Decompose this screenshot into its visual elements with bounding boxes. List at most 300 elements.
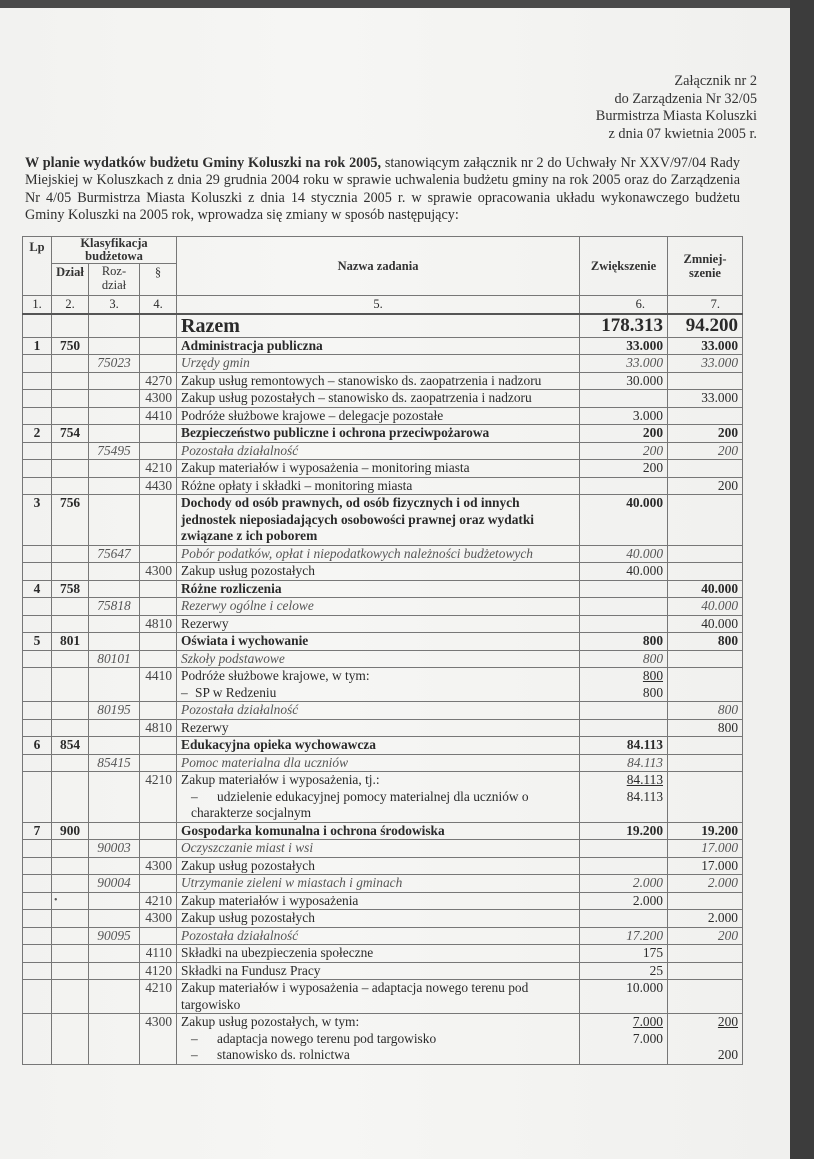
- table-row-par: [23, 962, 743, 980]
- annex-line: Załącznik nr 2: [674, 73, 757, 89]
- cell-zwiekszenie: 3.000: [580, 407, 668, 425]
- cell-nazwa: Różne opłaty i składki – monitoring miasta: [177, 477, 580, 495]
- cell-dzial: [52, 545, 89, 563]
- cell-paragraf: 4270: [140, 372, 177, 390]
- cell-zwiekszenie: 17.200: [580, 927, 668, 945]
- cell-lp: [23, 892, 52, 910]
- cell-paragraf: 4810: [140, 615, 177, 633]
- cell-zwiekszenie: 40.000: [580, 563, 668, 581]
- cell-paragraf: [140, 598, 177, 616]
- cell-rozdzial: 75818: [89, 598, 140, 616]
- cell-dzial: 900: [52, 822, 89, 840]
- table-row-dzial: [23, 495, 743, 546]
- cell-nazwa: Pomoc materialna dla uczniów: [177, 754, 580, 772]
- cell-dzial: [52, 598, 89, 616]
- cell-rozdzial: [89, 910, 140, 928]
- scan-right-border: [790, 0, 814, 1159]
- header-rozdzial: Roz-dział: [89, 264, 140, 296]
- cell-zmniejszenie: 2.000: [668, 875, 743, 893]
- cell-zmniejszenie: 17.000: [668, 840, 743, 858]
- sub-amount: [584, 1047, 663, 1064]
- cell-nazwa: Zakup usług pozostałych: [177, 857, 580, 875]
- cell-paragraf: [140, 875, 177, 893]
- cell-zwiekszenie: [580, 390, 668, 408]
- sub-amount: 200: [717, 1047, 739, 1062]
- cell-paragraf: [140, 495, 177, 546]
- cell-zwiekszenie: 25: [580, 962, 668, 980]
- cell-lp: [23, 650, 52, 668]
- cell-dzial: [52, 407, 89, 425]
- cell-paragraf: [140, 754, 177, 772]
- sub-item: [181, 685, 575, 702]
- cell-lp: [23, 754, 52, 772]
- header-lp: Lp: [23, 237, 52, 296]
- cell-rozdzial: [89, 580, 140, 598]
- cell-zwiekszenie: 10.000: [580, 980, 668, 1014]
- cell-dzial: [52, 910, 89, 928]
- cell-nazwa: Rezerwy ogólne i celowe: [177, 598, 580, 616]
- header-zwiekszenie: Zwiększenie: [580, 237, 668, 296]
- cell-lp: [23, 390, 52, 408]
- cell-nazwa: [177, 772, 580, 823]
- cell-rozdzial: 85415: [89, 754, 140, 772]
- cell-zmniejszenie: 33.000: [668, 390, 743, 408]
- cell-lp: [23, 772, 52, 823]
- cell-paragraf: 4110: [140, 945, 177, 963]
- cell-zmniejszenie: 17.000: [668, 857, 743, 875]
- intro-text: stanowiącym załącznik nr 2 do Uchwały Nr XXV/97/04 Rady Miejskiej w Koluszkach z dnia 29 grudnia 2004 roku w sprawie uchwalenia budżetu gminy na rok 2005 oraz do Zarządzenia Nr 4/05 Burmistrza Miasta Koluszki z dnia 14 stycznia 2005 r. w sprawie opracowania układu wykonawczego budżetu Gminy Koluszki na 2005 rok, wprowadza się zmiany w sposób następujący:: [25, 155, 740, 223]
- colnum: 6.: [580, 296, 668, 314]
- cell-paragraf: [140, 927, 177, 945]
- cell-dzial: 758: [52, 580, 89, 598]
- cell-nazwa: Różne rozliczenia: [177, 580, 580, 598]
- sub-item-text: adaptacja nowego terenu pod targowisko: [217, 1030, 437, 1046]
- cell-lp: [23, 668, 52, 702]
- table-row-dzial: [23, 822, 743, 840]
- cell-zmniejszenie: 40.000: [668, 615, 743, 633]
- sub-amount: 84.113: [626, 788, 664, 804]
- cell-zwiekszenie: 19.200: [580, 822, 668, 840]
- cell-zwiekszenie: [580, 857, 668, 875]
- table-row-par: [23, 857, 743, 875]
- cell-zmniejszenie: 200: [668, 442, 743, 460]
- colnum: 2.: [52, 296, 89, 314]
- cell-nazwa: Pobór podatków, opłat i niepodatkowych należności budżetowych: [177, 545, 580, 563]
- stray-mark: •: [54, 895, 58, 906]
- sub-amount: [672, 789, 738, 806]
- table-row-rozdzial: [23, 702, 743, 720]
- cell-nazwa: Podróże służbowe krajowe – delegacje pozostałe: [177, 407, 580, 425]
- table-row-rozdzial: [23, 442, 743, 460]
- cell-zwiekszenie: [580, 702, 668, 720]
- cell-lp: 4: [23, 580, 52, 598]
- cell-dzial: [52, 754, 89, 772]
- cell-zmniejszenie: 800: [668, 719, 743, 737]
- cell-rozdzial: [89, 668, 140, 702]
- cell-paragraf: 4210: [140, 892, 177, 910]
- cell-zmniejszenie: [668, 1014, 743, 1065]
- cell-paragraf: 4300: [140, 1014, 177, 1065]
- cell-dzial: [52, 892, 89, 910]
- cell-rozdzial: [89, 719, 140, 737]
- cell-paragraf: [140, 545, 177, 563]
- task-name: Podróże służbowe krajowe, w tym:: [181, 668, 370, 683]
- cell-zwiekszenie: 33.000: [580, 355, 668, 373]
- cell-nazwa: Zakup usług pozostałych: [177, 563, 580, 581]
- cell-zwiekszenie: 84.113: [580, 754, 668, 772]
- cell-rozdzial: [89, 337, 140, 355]
- cell-nazwa: Zakup usług remontowych – stanowisko ds. zaopatrzenia i nadzoru: [177, 372, 580, 390]
- cell-zmniejszenie: 19.200: [668, 822, 743, 840]
- cell-paragraf: [140, 840, 177, 858]
- cell-dzial: [52, 702, 89, 720]
- cell-dzial: [52, 857, 89, 875]
- cell-lp: 3: [23, 495, 52, 546]
- cell-dzial: [52, 460, 89, 478]
- total-label: Razem: [177, 314, 580, 338]
- colnum: 7.: [668, 296, 743, 314]
- cell-nazwa: Oświata i wychowanie: [177, 633, 580, 651]
- table-row-par: [23, 460, 743, 478]
- cell-dzial: [52, 372, 89, 390]
- table-row-par: [23, 390, 743, 408]
- table-row-rozdzial: [23, 545, 743, 563]
- cell-lp: [23, 702, 52, 720]
- cell-rozdzial: 75647: [89, 545, 140, 563]
- cell-dzial: 756: [52, 495, 89, 546]
- cell-nazwa: Pozostała działalność: [177, 702, 580, 720]
- cell-dzial: [52, 615, 89, 633]
- cell-rozdzial: [89, 962, 140, 980]
- cell-nazwa: Pozostała działalność: [177, 442, 580, 460]
- intro-paragraph: [25, 155, 740, 224]
- cell-zmniejszenie: 800: [668, 633, 743, 651]
- cell-rozdzial: [89, 390, 140, 408]
- cell-zwiekszenie: 200: [580, 442, 668, 460]
- colnum: 3.: [89, 296, 140, 314]
- intro-bold: W planie wydatków budżetu Gminy Koluszki na rok 2005,: [25, 155, 381, 171]
- cell-lp: 6: [23, 737, 52, 755]
- cell-lp: [23, 563, 52, 581]
- cell-zwiekszenie: [580, 598, 668, 616]
- cell-zmniejszenie: 2.000: [668, 910, 743, 928]
- table-row-par: [23, 772, 743, 823]
- cell-zmniejszenie: 40.000: [668, 580, 743, 598]
- cell-paragraf: 4430: [140, 477, 177, 495]
- cell-lp: [23, 355, 52, 373]
- cell-nazwa: Oczyszczanie miast i wsi: [177, 840, 580, 858]
- cell-lp: 2: [23, 425, 52, 443]
- cell-dzial: [52, 945, 89, 963]
- cell-rozdzial: [89, 857, 140, 875]
- total-decrease: 94.200: [668, 314, 743, 338]
- cell-zmniejszenie: [668, 754, 743, 772]
- cell-lp: [23, 615, 52, 633]
- cell-nazwa: Zakup materiałów i wyposażenia – adaptacja nowego terenu pod targowisko: [177, 980, 580, 1014]
- cell-zwiekszenie: [580, 615, 668, 633]
- table-row-dzial: [23, 737, 743, 755]
- annex-header: [596, 73, 757, 143]
- sub-amount: 7.000: [632, 1030, 664, 1046]
- cell-zwiekszenie: [580, 477, 668, 495]
- cell-zwiekszenie: 200: [580, 460, 668, 478]
- table-row-par: [23, 980, 743, 1014]
- cell-lp: [23, 910, 52, 928]
- cell-dzial: 854: [52, 737, 89, 755]
- table-row-rozdzial: [23, 650, 743, 668]
- cell-zmniejszenie: [668, 545, 743, 563]
- header-paragraf: §: [140, 264, 177, 296]
- cell-rozdzial: 75023: [89, 355, 140, 373]
- cell-nazwa: Rezerwy: [177, 615, 580, 633]
- cell-dzial: [52, 927, 89, 945]
- cell-rozdzial: [89, 495, 140, 546]
- cell-rozdzial: [89, 822, 140, 840]
- cell-lp: [23, 980, 52, 1014]
- amount: 200: [717, 1014, 739, 1029]
- cell-paragraf: [140, 633, 177, 651]
- cell-nazwa: Szkoły podstawowe: [177, 650, 580, 668]
- cell-nazwa: Bezpieczeństwo publiczne i ochrona przeciwpożarowa: [177, 425, 580, 443]
- cell-rozdzial: [89, 407, 140, 425]
- cell-dzial: [52, 563, 89, 581]
- table-row-par: [23, 372, 743, 390]
- cell-nazwa: Edukacyjna opieka wychowawcza: [177, 737, 580, 755]
- cell-lp: [23, 945, 52, 963]
- sub-amount: [672, 685, 738, 702]
- cell-zwiekszenie: 30.000: [580, 372, 668, 390]
- dash-bullet: –: [191, 788, 198, 804]
- cell-dzial: [52, 962, 89, 980]
- table-row-par: [23, 615, 743, 633]
- cell-dzial: [52, 442, 89, 460]
- cell-paragraf: 4210: [140, 772, 177, 823]
- cell-nazwa: Składki na ubezpieczenia społeczne: [177, 945, 580, 963]
- cell-lp: 7: [23, 822, 52, 840]
- cell-lp: [23, 598, 52, 616]
- cell-rozdzial: [89, 425, 140, 443]
- colnum: 4.: [140, 296, 177, 314]
- cell-dzial: 750: [52, 337, 89, 355]
- cell-paragraf: 4300: [140, 857, 177, 875]
- cell-lp: [23, 442, 52, 460]
- cell-rozdzial: [89, 615, 140, 633]
- total-increase: 178.313: [580, 314, 668, 338]
- cell-zwiekszenie: 40.000: [580, 495, 668, 546]
- annex-line: z dnia 07 kwietnia 2005 r.: [608, 125, 757, 142]
- table-row-par: [23, 407, 743, 425]
- cell-paragraf: 4410: [140, 407, 177, 425]
- cell-paragraf: [140, 580, 177, 598]
- cell-lp: [23, 719, 52, 737]
- cell-nazwa: Gospodarka komunalna i ochrona środowiska: [177, 822, 580, 840]
- cell-lp: [23, 1014, 52, 1065]
- cell-nazwa: Administracja publiczna: [177, 337, 580, 355]
- cell-rozdzial: [89, 1014, 140, 1065]
- cell-paragraf: [140, 442, 177, 460]
- cell-lp: [23, 372, 52, 390]
- cell-lp: [23, 875, 52, 893]
- cell-nazwa: Składki na Fundusz Pracy: [177, 962, 580, 980]
- cell-nazwa: Zakup materiałów i wyposażenia – monitoring miasta: [177, 460, 580, 478]
- cell-paragraf: 4410: [140, 668, 177, 702]
- cell-zmniejszenie: 200: [668, 477, 743, 495]
- amount: [672, 668, 738, 685]
- cell-paragraf: 4120: [140, 962, 177, 980]
- cell-nazwa: Zakup materiałów i wyposażenia: [177, 892, 580, 910]
- column-numbers-row: [23, 296, 743, 314]
- cell-zwiekszenie: [580, 668, 668, 702]
- cell-paragraf: [140, 355, 177, 373]
- cell-lp: [23, 927, 52, 945]
- cell-paragraf: [140, 737, 177, 755]
- cell-paragraf: [140, 702, 177, 720]
- cell-lp: [23, 962, 52, 980]
- cell-zmniejszenie: [668, 772, 743, 823]
- cell-nazwa: [177, 1014, 580, 1065]
- cell-paragraf: 4300: [140, 390, 177, 408]
- cell-rozdzial: [89, 772, 140, 823]
- cell-lp: [23, 840, 52, 858]
- table-row-par: [23, 719, 743, 737]
- cell-paragraf: 4210: [140, 980, 177, 1014]
- cell-rozdzial: [89, 372, 140, 390]
- cell-zmniejszenie: 200: [668, 927, 743, 945]
- cell-zmniejszenie: [668, 407, 743, 425]
- cell-dzial: [52, 477, 89, 495]
- table-row-par: [23, 1014, 743, 1065]
- cell-zwiekszenie: 84.113: [580, 737, 668, 755]
- cell-dzial: [52, 980, 89, 1014]
- cell-zwiekszenie: 200: [580, 425, 668, 443]
- cell-dzial: [52, 650, 89, 668]
- cell-dzial: [52, 1014, 89, 1065]
- cell-dzial: [52, 772, 89, 823]
- cell-nazwa: Zakup usług pozostałych – stanowisko ds. zaopatrzenia i nadzoru: [177, 390, 580, 408]
- table-row-rozdzial: [23, 355, 743, 373]
- cell-zwiekszenie: 40.000: [580, 545, 668, 563]
- cell-rozdzial: [89, 633, 140, 651]
- cell-zwiekszenie: 2.000: [580, 892, 668, 910]
- sub-item: [181, 789, 575, 822]
- cell-nazwa: [177, 668, 580, 702]
- task-name: Zakup usług pozostałych, w tym:: [181, 1014, 360, 1029]
- amount: 800: [642, 668, 664, 683]
- table-row-rozdzial: [23, 754, 743, 772]
- sub-item-text: udzielenie edukacyjnej pomocy materialnej dla uczniów o charakterze socjalnym: [191, 788, 529, 820]
- cell-zwiekszenie: 800: [580, 633, 668, 651]
- cell-paragraf: [140, 425, 177, 443]
- cell-paragraf: [140, 650, 177, 668]
- cell-zmniejszenie: [668, 460, 743, 478]
- table-row-par: [23, 910, 743, 928]
- cell-zwiekszenie: [580, 772, 668, 823]
- cell-zmniejszenie: 33.000: [668, 337, 743, 355]
- cell-nazwa: Zakup usług pozostałych: [177, 910, 580, 928]
- cell-lp: [23, 857, 52, 875]
- cell-rozdzial: 90003: [89, 840, 140, 858]
- cell-zwiekszenie: 175: [580, 945, 668, 963]
- cell-rozdzial: [89, 945, 140, 963]
- cell-zmniejszenie: [668, 945, 743, 963]
- cell-zmniejszenie: 200: [668, 425, 743, 443]
- cell-zmniejszenie: [668, 962, 743, 980]
- cell-zwiekszenie: 33.000: [580, 337, 668, 355]
- cell-zmniejszenie: [668, 737, 743, 755]
- amount: [672, 772, 738, 789]
- cell-rozdzial: 90095: [89, 927, 140, 945]
- cell-rozdzial: [89, 477, 140, 495]
- cell-dzial: [52, 390, 89, 408]
- table-row-par: [23, 477, 743, 495]
- cell-paragraf: 4810: [140, 719, 177, 737]
- cell-zmniejszenie: [668, 563, 743, 581]
- table-row-par: [23, 945, 743, 963]
- cell-dzial: 801: [52, 633, 89, 651]
- table-row-par: [23, 892, 743, 910]
- table-row-dzial: [23, 337, 743, 355]
- cell-lp: [23, 545, 52, 563]
- table-row-rozdzial: [23, 840, 743, 858]
- cell-lp: 1: [23, 337, 52, 355]
- cell-rozdzial: [89, 892, 140, 910]
- cell-zmniejszenie: 33.000: [668, 355, 743, 373]
- budget-changes-table: [22, 236, 743, 1065]
- cell-zwiekszenie: [580, 719, 668, 737]
- table-row-rozdzial: [23, 927, 743, 945]
- cell-rozdzial: 90004: [89, 875, 140, 893]
- cell-rozdzial: 80101: [89, 650, 140, 668]
- cell-rozdzial: [89, 460, 140, 478]
- header-nazwa: Nazwa zadania: [177, 237, 580, 296]
- table-row-par: [23, 563, 743, 581]
- cell-zwiekszenie: 800: [580, 650, 668, 668]
- cell-paragraf: [140, 337, 177, 355]
- cell-lp: [23, 460, 52, 478]
- cell-lp: [23, 477, 52, 495]
- sub-item: [181, 1031, 575, 1048]
- table-row-rozdzial: [23, 598, 743, 616]
- cell-zwiekszenie: [580, 580, 668, 598]
- cell-zwiekszenie: [580, 840, 668, 858]
- amount: 7.000: [632, 1014, 664, 1029]
- cell-dzial: [52, 875, 89, 893]
- header-dzial: Dział: [52, 264, 89, 296]
- cell-rozdzial: [89, 737, 140, 755]
- cell-zmniejszenie: [668, 668, 743, 702]
- cell-zmniejszenie: [668, 980, 743, 1014]
- total-row: [23, 314, 743, 338]
- sub-item: [181, 1047, 575, 1064]
- cell-dzial: [52, 668, 89, 702]
- table-row-rozdzial: [23, 875, 743, 893]
- cell-dzial: 754: [52, 425, 89, 443]
- cell-paragraf: 4300: [140, 563, 177, 581]
- sub-item-text: stanowisko ds. rolnictwa: [217, 1047, 350, 1062]
- cell-nazwa: Urzędy gmin: [177, 355, 580, 373]
- cell-rozdzial: [89, 980, 140, 1014]
- task-name: Zakup materiałów i wyposażenia, tj.:: [181, 772, 380, 787]
- cell-lp: 5: [23, 633, 52, 651]
- cell-rozdzial: 75495: [89, 442, 140, 460]
- amount: 84.113: [626, 772, 664, 787]
- cell-dzial: [52, 840, 89, 858]
- cell-zwiekszenie: [580, 1014, 668, 1065]
- cell-zwiekszenie: 2.000: [580, 875, 668, 893]
- sub-amount: [672, 1031, 738, 1048]
- cell-rozdzial: [89, 563, 140, 581]
- cell-zmniejszenie: [668, 892, 743, 910]
